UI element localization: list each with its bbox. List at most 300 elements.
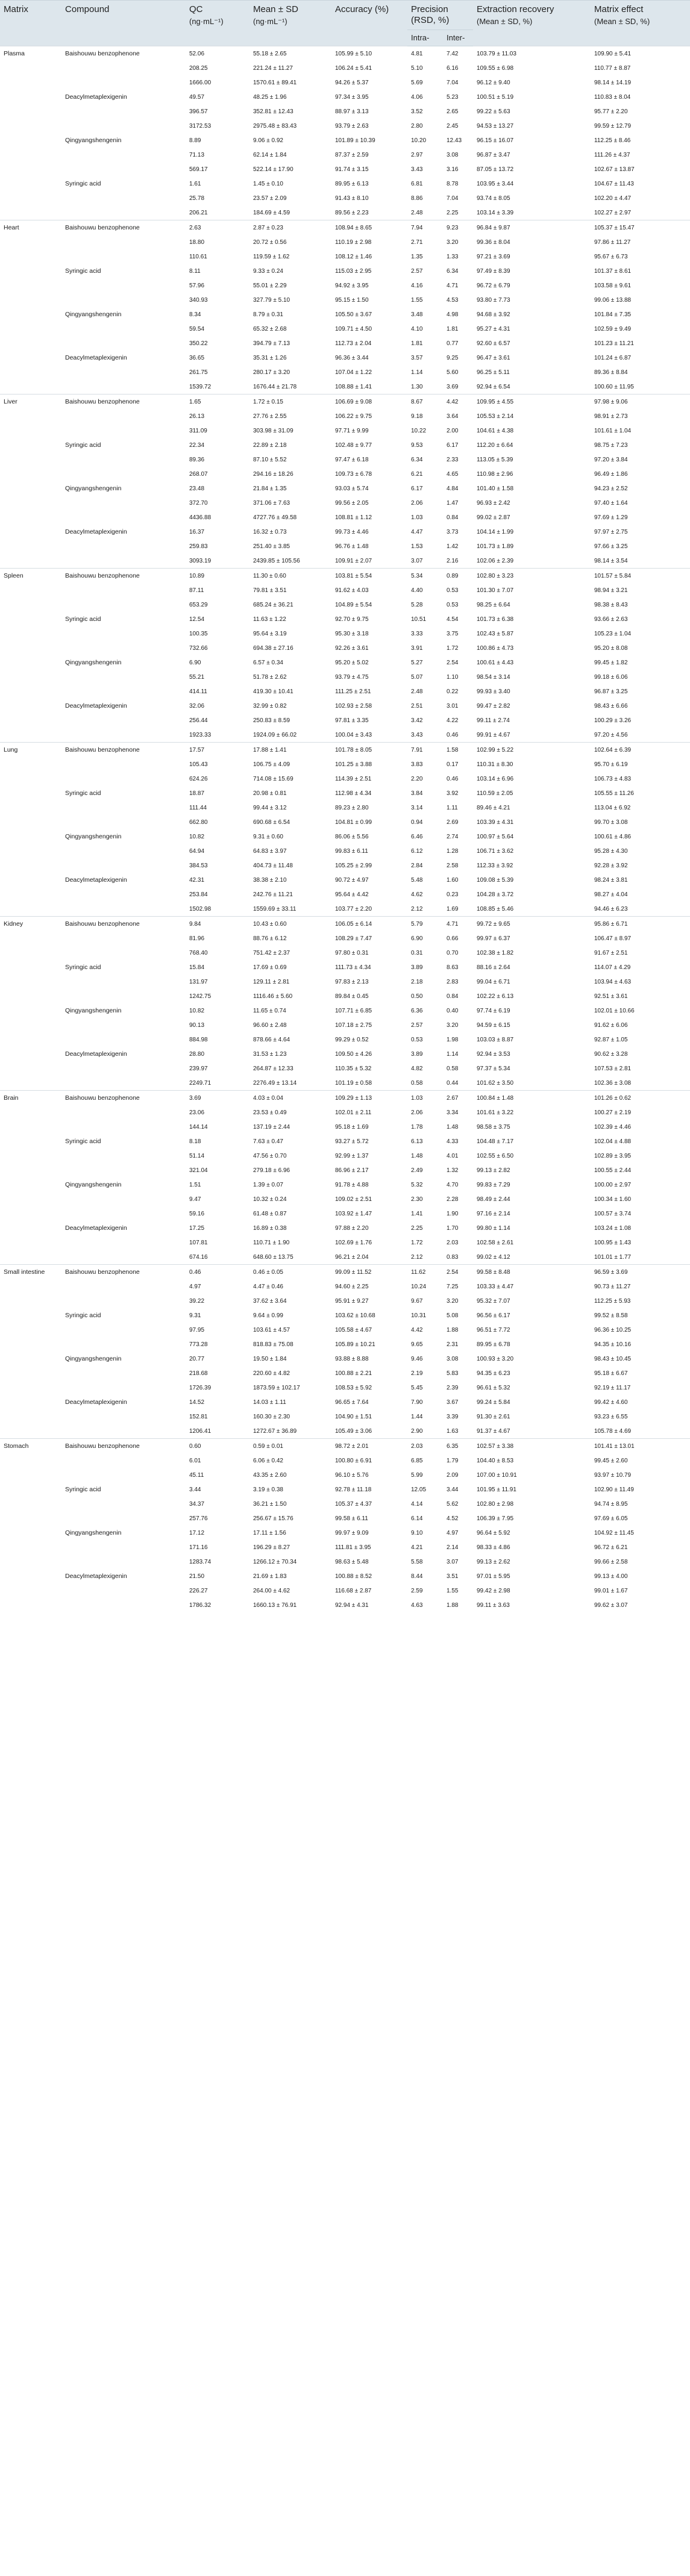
recovery-cell: 101.62 ± 3.50 [477, 1079, 514, 1087]
matrix-effect-cell: 109.90 ± 5.41 [591, 46, 690, 61]
accuracy-cell: 91.62 ± 4.03 [335, 587, 369, 594]
matrix-effect-cell: 99.45 ± 1.82 [594, 659, 628, 666]
qc-cell: 1242.75 [189, 993, 212, 1000]
inter-precision-cell: 3.73 [447, 528, 459, 535]
intra-precision-cell: 5.32 [411, 1181, 423, 1188]
compound-cell: Deacylmetaplexigenin [65, 702, 127, 709]
recovery-cell: 96.56 ± 6.17 [477, 1312, 510, 1319]
accuracy-cell: 112.73 ± 2.04 [335, 340, 372, 347]
matrix-effect-cell: 104.67 ± 11.43 [594, 180, 634, 187]
mean-cell: 1.45 ± 0.10 [253, 180, 283, 187]
accuracy-cell: 95.20 ± 5.02 [335, 659, 369, 666]
qc-cell: 1206.41 [189, 1427, 212, 1435]
accuracy-cell: 105.50 ± 3.67 [335, 311, 372, 318]
mean-cell: 264.87 ± 12.33 [253, 1065, 293, 1072]
intra-precision-cell: 7.91 [407, 743, 443, 758]
recovery-cell: 101.61 ± 3.22 [477, 1109, 514, 1116]
compound-cell: Deacylmetaplexigenin [65, 93, 127, 101]
recovery-cell: 98.49 ± 2.44 [477, 1196, 510, 1203]
compound-cell: Baishouwu benzophenone [61, 569, 186, 613]
inter-precision-cell: 3.20 [447, 239, 459, 246]
mean-cell: 242.76 ± 11.21 [253, 891, 293, 898]
matrix-effect-cell: 91.62 ± 6.06 [594, 1021, 628, 1029]
intra-precision-cell: 1.72 [411, 1239, 423, 1246]
qc-cell: 372.70 [189, 499, 208, 507]
inter-precision-cell: 6.17 [447, 441, 459, 449]
intra-precision-cell: 1.81 [411, 340, 423, 347]
table-row [0, 655, 690, 670]
matrix-effect-cell: 99.13 ± 4.00 [594, 1573, 628, 1580]
recovery-cell: 100.97 ± 5.64 [477, 833, 514, 840]
inter-precision-cell: 1.98 [447, 1036, 459, 1043]
matrix-effect-cell: 95.70 ± 6.19 [594, 761, 628, 768]
mean-cell: 1873.59 ± 102.17 [253, 1384, 300, 1391]
inter-precision-cell: 1.42 [447, 543, 459, 550]
inter-precision-cell: 0.83 [447, 1253, 459, 1261]
mean-cell: 9.64 ± 0.99 [253, 1312, 283, 1319]
qc-cell: 256.44 [189, 717, 208, 724]
qc-cell: 152.81 [189, 1413, 208, 1420]
matrix-effect-cell: 101.41 ± 13.01 [591, 1439, 690, 1454]
accuracy-cell: 99.09 ± 11.52 [331, 1265, 407, 1280]
mean-cell: 20.98 ± 0.81 [253, 790, 287, 797]
qc-cell: 17.57 [186, 743, 249, 758]
mean-cell: 327.79 ± 5.10 [253, 296, 290, 304]
recovery-cell: 89.95 ± 6.78 [477, 1341, 510, 1348]
inter-precision-cell: 2.33 [447, 456, 459, 463]
qc-cell: 90.13 [189, 1021, 205, 1029]
mean-cell: 751.42 ± 2.37 [253, 949, 290, 956]
recovery-cell: 100.84 ± 1.48 [473, 1091, 591, 1106]
matrix-cell: Plasma [0, 46, 61, 220]
inter-precision-cell: 5.60 [447, 369, 459, 376]
matrix-cell: Brain [0, 1091, 61, 1265]
qc-cell: 321.04 [189, 1167, 208, 1174]
recovery-cell: 99.13 ± 2.62 [477, 1558, 510, 1565]
qc-cell: 768.40 [189, 949, 208, 956]
compound-cell: Qingyangshengenin [65, 1355, 122, 1362]
intra-precision-cell: 0.58 [411, 1079, 423, 1087]
table-row [0, 307, 690, 322]
mean-cell: 19.50 ± 1.84 [253, 1355, 287, 1362]
inter-precision-cell: 1.11 [447, 804, 458, 811]
compound-cell: Qingyangshengenin [65, 485, 122, 492]
inter-precision-cell: 7.04 [447, 195, 459, 202]
matrix-effect-cell: 98.43 ± 6.66 [594, 702, 628, 709]
intra-precision-cell: 1.44 [411, 1413, 423, 1420]
recovery-cell: 110.59 ± 2.05 [477, 790, 513, 797]
mean-cell: 1660.13 ± 76.91 [253, 1601, 297, 1609]
mean-cell: 88.76 ± 6.12 [253, 935, 287, 942]
recovery-cell: 106.39 ± 7.95 [477, 1515, 514, 1522]
inter-precision-cell: 3.64 [447, 413, 459, 420]
qc-cell: 1283.74 [189, 1558, 212, 1565]
table-row [0, 1569, 690, 1583]
intra-precision-cell: 5.48 [411, 876, 423, 884]
intra-precision-cell: 6.81 [411, 180, 423, 187]
accuracy-cell: 99.29 ± 0.52 [335, 1036, 369, 1043]
recovery-cell: 98.54 ± 3.14 [477, 673, 510, 681]
intra-precision-cell: 12.05 [411, 1486, 427, 1493]
table-row [0, 46, 690, 61]
recovery-cell: 104.14 ± 1.99 [477, 528, 514, 535]
accuracy-cell: 104.90 ± 1.51 [335, 1413, 372, 1420]
recovery-cell: 104.40 ± 8.53 [477, 1457, 514, 1464]
inter-precision-cell: 3.16 [447, 166, 459, 173]
inter-precision-cell: 8.63 [447, 964, 459, 971]
inter-precision-cell: 8.78 [447, 180, 459, 187]
intra-precision-cell: 2.49 [411, 1167, 423, 1174]
intra-precision-cell: 10.24 [411, 1283, 427, 1290]
mean-cell: 6.06 ± 0.42 [253, 1457, 283, 1464]
recovery-cell: 87.05 ± 13.72 [477, 166, 514, 173]
matrix-effect-cell: 106.47 ± 8.97 [594, 935, 632, 942]
accuracy-cell: 101.19 ± 0.58 [335, 1079, 372, 1087]
matrix-effect-cell: 98.24 ± 3.81 [594, 876, 628, 884]
compound-cell: Syringic acid [65, 441, 101, 449]
accuracy-cell: 92.94 ± 4.31 [335, 1601, 369, 1609]
accuracy-cell: 100.80 ± 6.91 [335, 1457, 372, 1464]
table-row [0, 1047, 690, 1061]
intra-precision-cell: 6.90 [411, 935, 423, 942]
recovery-cell: 103.79 ± 11.03 [473, 46, 591, 61]
intra-precision-cell: 2.19 [411, 1370, 423, 1377]
compound-cell: Baishouwu benzophenone [61, 220, 186, 264]
intra-precision-cell: 10.51 [411, 616, 427, 623]
intra-precision-cell: 9.46 [411, 1355, 423, 1362]
matrix-effect-cell: 91.67 ± 2.51 [594, 949, 628, 956]
table-row [0, 1395, 690, 1409]
matrix-effect-cell: 96.59 ± 3.69 [591, 1265, 690, 1280]
recovery-cell: 96.93 ± 2.42 [477, 499, 510, 507]
recovery-cell: 103.33 ± 4.47 [477, 1283, 514, 1290]
mean-cell: 36.21 ± 1.50 [253, 1500, 287, 1508]
matrix-effect-cell: 99.45 ± 2.60 [594, 1457, 628, 1464]
qc-cell: 97.95 [189, 1326, 205, 1333]
accuracy-cell: 93.79 ± 4.75 [335, 673, 369, 681]
accuracy-cell: 103.77 ± 2.20 [335, 905, 372, 912]
accuracy-cell: 94.92 ± 3.95 [335, 282, 369, 289]
inter-precision-cell: 1.69 [447, 905, 459, 912]
mean-cell: 1272.67 ± 36.89 [253, 1427, 297, 1435]
recovery-cell: 89.46 ± 4.21 [477, 804, 510, 811]
mean-cell: 21.69 ± 1.83 [253, 1573, 287, 1580]
table-row [0, 133, 690, 148]
mean-cell: 11.63 ± 1.22 [253, 616, 286, 623]
matrix-effect-cell: 98.38 ± 8.43 [594, 601, 628, 608]
matrix-effect-cell: 100.57 ± 3.74 [594, 1210, 632, 1217]
inter-precision-cell: 12.43 [447, 137, 462, 144]
recovery-cell: 101.95 ± 11.91 [477, 1486, 516, 1493]
inter-precision-cell: 2.39 [447, 1384, 459, 1391]
recovery-cell: 100.61 ± 4.43 [477, 659, 514, 666]
intra-precision-cell: 2.12 [411, 905, 423, 912]
accuracy-cell: 97.81 ± 3.35 [335, 717, 369, 724]
recovery-cell: 99.47 ± 2.82 [477, 702, 510, 709]
mean-cell: 221.24 ± 11.27 [253, 64, 293, 72]
mean-cell: 522.14 ± 17.90 [253, 166, 293, 173]
compound-cell: Deacylmetaplexigenin [65, 876, 127, 884]
inter-precision-cell: 2.83 [447, 978, 459, 985]
recovery-cell: 103.39 ± 4.31 [477, 819, 514, 826]
qc-cell: 28.80 [189, 1050, 205, 1058]
table-row [0, 917, 690, 932]
recovery-cell: 92.94 ± 3.53 [477, 1050, 510, 1058]
mean-cell: 196.29 ± 8.27 [253, 1544, 290, 1551]
qc-cell: 17.12 [189, 1529, 205, 1536]
table-row [0, 1352, 690, 1366]
intra-precision-cell: 6.12 [411, 847, 423, 855]
matrix-effect-cell: 105.55 ± 11.26 [594, 790, 634, 797]
qc-cell: 1.61 [189, 180, 201, 187]
qc-cell: 1923.33 [189, 731, 212, 738]
intra-precision-cell: 2.06 [411, 499, 423, 507]
table-row [0, 1482, 690, 1497]
inter-precision-cell: 3.69 [447, 383, 459, 390]
accuracy-cell: 94.26 ± 5.37 [335, 79, 369, 86]
qc-cell: 22.34 [189, 441, 205, 449]
qc-cell: 0.60 [186, 1439, 249, 1454]
intra-precision-cell: 1.55 [411, 296, 423, 304]
intra-precision-cell: 5.58 [411, 1558, 423, 1565]
matrix-effect-cell: 102.20 ± 4.47 [594, 195, 632, 202]
compound-cell: Syringic acid [65, 964, 101, 971]
qc-cell: 206.21 [189, 209, 208, 216]
header-recovery: Extraction recovery (Mean ± SD, %) [473, 1, 591, 46]
matrix-effect-cell: 114.07 ± 4.29 [594, 964, 631, 971]
accuracy-cell: 108.29 ± 7.47 [335, 935, 372, 942]
inter-precision-cell: 2.03 [447, 1239, 459, 1246]
recovery-cell: 95.32 ± 7.07 [477, 1297, 510, 1305]
recovery-cell: 88.16 ± 2.64 [477, 964, 510, 971]
matrix-effect-cell: 102.04 ± 4.88 [594, 1138, 632, 1145]
matrix-effect-cell: 98.91 ± 2.73 [594, 413, 628, 420]
recovery-cell: 93.80 ± 7.73 [477, 296, 510, 304]
matrix-effect-cell: 105.78 ± 4.69 [594, 1427, 632, 1435]
recovery-cell: 98.33 ± 4.86 [477, 1544, 510, 1551]
matrix-effect-cell: 97.69 ± 1.29 [594, 514, 628, 521]
mean-cell: 280.17 ± 3.20 [253, 369, 290, 376]
recovery-cell: 102.58 ± 2.61 [477, 1239, 514, 1246]
compound-cell: Deacylmetaplexigenin [65, 354, 127, 361]
accuracy-cell: 95.64 ± 4.42 [335, 891, 369, 898]
recovery-cell: 102.43 ± 5.87 [477, 630, 514, 637]
intra-precision-cell: 2.71 [411, 239, 423, 246]
recovery-cell: 104.28 ± 3.72 [477, 891, 514, 898]
qc-cell: 311.09 [189, 427, 207, 434]
matrix-effect-cell: 99.01 ± 1.67 [594, 1587, 628, 1594]
intra-precision-cell: 8.86 [411, 195, 423, 202]
qc-cell: 57.96 [189, 282, 205, 289]
accuracy-cell: 114.39 ± 2.51 [335, 775, 372, 782]
matrix-effect-cell: 112.25 ± 5.93 [594, 1297, 631, 1305]
mean-cell: 106.75 ± 4.09 [253, 761, 290, 768]
table-row [0, 176, 690, 191]
recovery-cell: 96.51 ± 7.72 [477, 1326, 510, 1333]
mean-cell: 1.72 ± 0.15 [249, 395, 331, 410]
compound-cell: Qingyangshengenin [65, 311, 122, 318]
inter-precision-cell: 1.63 [447, 1427, 459, 1435]
inter-precision-cell: 2.54 [447, 659, 459, 666]
inter-precision-cell: 2.16 [447, 557, 459, 564]
recovery-cell: 100.86 ± 4.73 [477, 644, 514, 652]
intra-precision-cell: 1.03 [407, 1091, 443, 1106]
compound-cell: Qingyangshengenin [65, 137, 122, 144]
accuracy-cell: 94.60 ± 2.25 [335, 1283, 369, 1290]
accuracy-cell: 89.56 ± 2.23 [335, 209, 369, 216]
accuracy-cell: 92.26 ± 3.61 [335, 644, 369, 652]
mean-cell: 2.87 ± 0.23 [249, 220, 331, 235]
matrix-effect-cell: 92.19 ± 11.17 [594, 1384, 631, 1391]
mean-cell: 64.83 ± 3.97 [253, 847, 287, 855]
inter-precision-cell: 5.83 [447, 1370, 459, 1377]
recovery-cell: 96.84 ± 9.87 [473, 220, 591, 235]
inter-precision-cell: 3.34 [447, 1109, 459, 1116]
qc-cell: 171.16 [189, 1544, 208, 1551]
mean-cell: 35.31 ± 1.26 [253, 354, 287, 361]
table-row [0, 569, 690, 584]
qc-cell: 340.93 [189, 296, 208, 304]
recovery-cell: 99.04 ± 6.71 [477, 978, 510, 985]
recovery-cell: 112.20 ± 6.64 [477, 441, 513, 449]
inter-precision-cell: 4.22 [447, 717, 459, 724]
qc-cell: 226.27 [189, 1587, 208, 1594]
inter-precision-cell: 1.88 [447, 1601, 459, 1609]
accuracy-cell: 96.21 ± 2.04 [335, 1253, 369, 1261]
compound-cell: Syringic acid [65, 616, 101, 623]
intra-precision-cell: 4.06 [411, 93, 423, 101]
mean-cell: 1266.12 ± 70.34 [253, 1558, 297, 1565]
mean-cell: 0.59 ± 0.01 [249, 1439, 331, 1454]
inter-precision-cell: 0.17 [447, 761, 459, 768]
inter-precision-cell: 2.25 [447, 209, 459, 216]
mean-cell: 2975.48 ± 83.43 [253, 122, 297, 129]
intra-precision-cell: 7.94 [407, 220, 443, 235]
mean-cell: 17.88 ± 1.41 [249, 743, 331, 758]
mean-cell: 648.60 ± 13.75 [253, 1253, 293, 1261]
compound-cell: Syringic acid [65, 267, 101, 275]
qc-cell: 414.11 [189, 688, 207, 695]
inter-precision-cell: 0.53 [447, 601, 459, 608]
recovery-cell: 100.93 ± 3.20 [477, 1355, 514, 1362]
accuracy-cell: 95.15 ± 1.50 [335, 296, 369, 304]
intra-precision-cell: 2.90 [411, 1427, 423, 1435]
compound-cell: Qingyangshengenin [65, 1529, 122, 1536]
matrix-effect-cell: 111.26 ± 4.37 [594, 151, 630, 158]
matrix-effect-cell: 102.27 ± 2.97 [594, 209, 632, 216]
mean-cell: 714.08 ± 15.69 [253, 775, 293, 782]
matrix-effect-cell: 98.75 ± 7.23 [594, 441, 628, 449]
accuracy-cell: 102.48 ± 9.77 [335, 441, 372, 449]
inter-precision-cell: 2.65 [447, 108, 459, 115]
table-row [0, 1177, 690, 1192]
mean-cell: 96.60 ± 2.48 [253, 1021, 287, 1029]
matrix-effect-cell: 112.25 ± 8.46 [594, 137, 631, 144]
accuracy-cell: 103.62 ± 10.68 [335, 1312, 375, 1319]
header-matrix-effect: Matrix effect (Mean ± SD, %) [591, 1, 690, 46]
intra-precision-cell: 5.34 [407, 569, 443, 584]
qc-cell: 396.57 [189, 108, 208, 115]
matrix-effect-cell: 95.67 ± 6.73 [594, 253, 628, 260]
intra-precision-cell: 3.52 [411, 108, 423, 115]
intra-precision-cell: 4.16 [411, 282, 423, 289]
intra-precision-cell: 4.47 [411, 528, 423, 535]
qc-cell: 34.37 [189, 1500, 205, 1508]
accuracy-cell: 97.71 ± 9.99 [335, 427, 369, 434]
qc-cell: 42.31 [189, 876, 205, 884]
matrix-effect-cell: 94.35 ± 10.16 [594, 1341, 632, 1348]
recovery-cell: 96.12 ± 9.40 [477, 79, 510, 86]
mean-cell: 8.79 ± 0.31 [253, 311, 283, 318]
matrix-effect-cell: 105.23 ± 1.04 [594, 630, 632, 637]
recovery-cell: 110.98 ± 2.96 [477, 470, 513, 478]
qc-cell: 3093.19 [189, 557, 212, 564]
mean-cell: 4.03 ± 0.04 [249, 1091, 331, 1106]
qc-cell: 4436.88 [189, 514, 212, 521]
qc-cell: 9.47 [189, 1196, 201, 1203]
recovery-cell: 96.87 ± 3.47 [477, 151, 510, 158]
recovery-cell: 109.08 ± 5.39 [477, 876, 514, 884]
inter-precision-cell: 7.42 [443, 46, 473, 61]
accuracy-cell: 88.97 ± 3.13 [335, 108, 369, 115]
intra-precision-cell: 3.42 [411, 717, 423, 724]
compound-cell: Syringic acid [65, 1312, 101, 1319]
matrix-effect-cell: 97.86 ± 11.27 [594, 239, 631, 246]
inter-precision-cell: 2.74 [447, 833, 459, 840]
matrix-effect-cell: 99.59 ± 12.79 [594, 122, 632, 129]
qc-cell: 569.17 [189, 166, 208, 173]
header-inter: Inter- [443, 30, 473, 46]
compound-cell: Qingyangshengenin [65, 833, 122, 840]
mean-cell: 394.79 ± 7.13 [253, 340, 290, 347]
intra-precision-cell: 2.25 [411, 1224, 423, 1232]
accuracy-cell: 104.89 ± 5.54 [335, 601, 372, 608]
accuracy-cell: 111.25 ± 2.51 [335, 688, 371, 695]
matrix-effect-cell: 110.83 ± 8.04 [594, 93, 631, 101]
table-row [0, 438, 690, 452]
matrix-effect-cell: 100.55 ± 2.44 [594, 1167, 632, 1174]
accuracy-cell: 116.68 ± 2.87 [335, 1587, 372, 1594]
table-row [0, 612, 690, 626]
inter-precision-cell: 4.53 [447, 296, 459, 304]
mean-cell: 11.65 ± 0.74 [253, 1007, 286, 1014]
mean-cell: 31.53 ± 1.23 [253, 1050, 287, 1058]
accuracy-cell: 106.05 ± 6.14 [331, 917, 407, 932]
qc-cell: 8.34 [189, 311, 201, 318]
matrix-effect-cell: 100.27 ± 2.19 [594, 1109, 632, 1116]
inter-precision-cell: 3.08 [447, 151, 459, 158]
recovery-cell: 110.31 ± 8.30 [477, 761, 513, 768]
matrix-effect-cell: 95.18 ± 6.67 [594, 1370, 628, 1377]
matrix-effect-cell: 113.04 ± 6.92 [594, 804, 631, 811]
inter-precision-cell: 2.09 [447, 1471, 459, 1479]
matrix-effect-cell: 100.00 ± 2.97 [594, 1181, 632, 1188]
intra-precision-cell: 4.42 [411, 1326, 423, 1333]
matrix-effect-cell: 107.53 ± 2.81 [594, 1065, 632, 1072]
accuracy-cell: 97.80 ± 0.31 [335, 949, 369, 956]
accuracy-cell: 103.81 ± 5.54 [331, 569, 407, 584]
recovery-cell: 96.72 ± 6.79 [477, 282, 510, 289]
accuracy-cell: 103.92 ± 1.47 [335, 1210, 372, 1217]
compound-cell: Deacylmetaplexigenin [65, 1399, 127, 1406]
accuracy-cell: 109.50 ± 4.26 [335, 1050, 372, 1058]
inter-precision-cell: 5.62 [447, 1500, 459, 1508]
qc-cell: 64.94 [189, 847, 205, 855]
matrix-effect-cell: 92.87 ± 1.05 [594, 1036, 628, 1043]
intra-precision-cell: 3.07 [411, 557, 423, 564]
mean-cell: 65.32 ± 2.68 [253, 325, 287, 332]
accuracy-cell: 109.91 ± 2.07 [335, 557, 372, 564]
